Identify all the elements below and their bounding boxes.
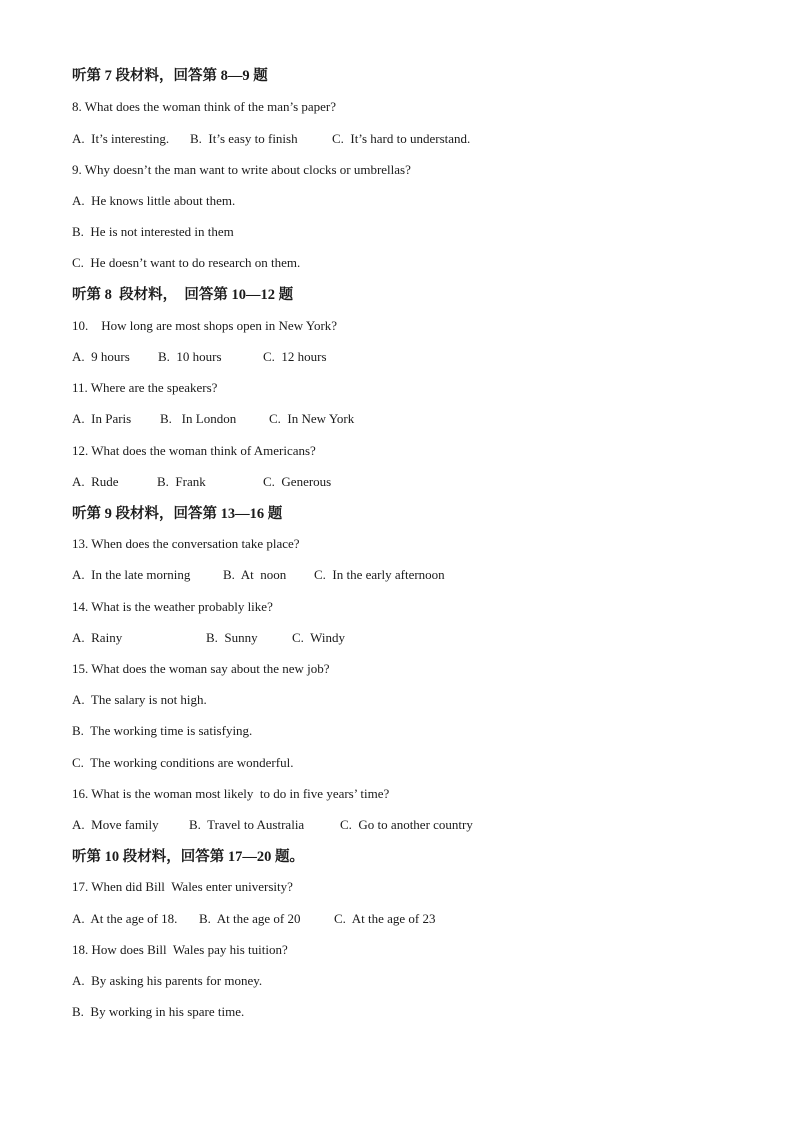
question-17-stem: 17. When did Bill Wales enter university?	[72, 879, 293, 894]
q14-option-a: A. Rainy	[72, 630, 123, 645]
q13-option-a: A. In the late morning	[72, 567, 191, 582]
question-13-stem: 13. When does the conversation take place?	[72, 536, 300, 551]
section-heading-10: 听第 10 段材料，回答第 17—20 题。	[72, 849, 304, 865]
q13-option-c: C. In the early afternoon	[314, 567, 445, 582]
q15-option-a: A. The salary is not high.	[72, 692, 207, 707]
q9-option-c: C. He doesn’t want to do research on them.	[72, 255, 301, 270]
q14-option-b: B. Sunny	[206, 630, 258, 645]
q10-option-c: C. 12 hours	[263, 349, 327, 364]
section-heading-9: 听第 9 段材料，回答第 13—16 题	[72, 506, 283, 522]
q16-option-a: A. Move family	[72, 817, 159, 832]
question-15-stem: 15. What does the woman say about the new job?	[72, 661, 330, 676]
q17-option-a: A. At the age of 18.	[72, 911, 178, 926]
q15-option-b: B. The working time is satisfying.	[72, 723, 253, 738]
q13-option-b: B. At noon	[223, 567, 287, 582]
question-14-stem: 14. What is the weather probably like?	[72, 599, 273, 614]
question-12-stem: 12. What does the woman think of Americans?	[72, 443, 316, 458]
question-8-stem: 8. What does the woman think of the man’s paper?	[72, 99, 337, 114]
q12-option-b: B. Frank	[157, 474, 206, 489]
question-11-stem: 11. Where are the speakers?	[72, 380, 218, 395]
q8-option-b: B. It’s easy to finish	[190, 131, 298, 146]
q8-option-a: A. It’s interesting.	[72, 131, 170, 146]
q18-option-a: A. By asking his parents for money.	[72, 973, 263, 988]
q9-option-a: A. He knows little about them.	[72, 193, 236, 208]
q8-option-c: C. It’s hard to understand.	[332, 131, 471, 146]
section-heading-8: 听第 8 段材料， 回答第 10—12 题	[72, 287, 294, 303]
section-heading-7: 听第 7 段材料，回答第 8—9 题	[72, 68, 268, 84]
q10-option-a: A. 9 hours	[72, 349, 130, 364]
q16-option-c: C. Go to another country	[340, 817, 473, 832]
q12-option-a: A. Rude	[72, 474, 119, 489]
q11-option-c: C. In New York	[269, 411, 355, 426]
question-16-stem: 16. What is the woman most likely to do in five years’ time?	[72, 786, 390, 801]
q12-option-c: C. Generous	[263, 474, 332, 489]
q16-option-b: B. Travel to Australia	[189, 817, 305, 832]
q18-option-b: B. By working in his spare time.	[72, 1004, 245, 1019]
q17-option-c: C. At the age of 23	[334, 911, 436, 926]
q11-option-b: B. In London	[160, 411, 237, 426]
q9-option-b: B. He is not interested in them	[72, 224, 234, 239]
question-18-stem: 18. How does Bill Wales pay his tuition?	[72, 942, 288, 957]
question-10-stem: 10. How long are most shops open in New York?	[72, 318, 338, 333]
q11-option-a: A. In Paris	[72, 411, 132, 426]
question-9-stem: 9. Why doesn’t the man want to write about clocks or umbrellas?	[72, 162, 411, 177]
q10-option-b: B. 10 hours	[158, 349, 222, 364]
q15-option-c: C. The working conditions are wonderful.	[72, 755, 294, 770]
q17-option-b: B. At the age of 20	[199, 911, 301, 926]
q14-option-c: C. Windy	[292, 630, 346, 645]
